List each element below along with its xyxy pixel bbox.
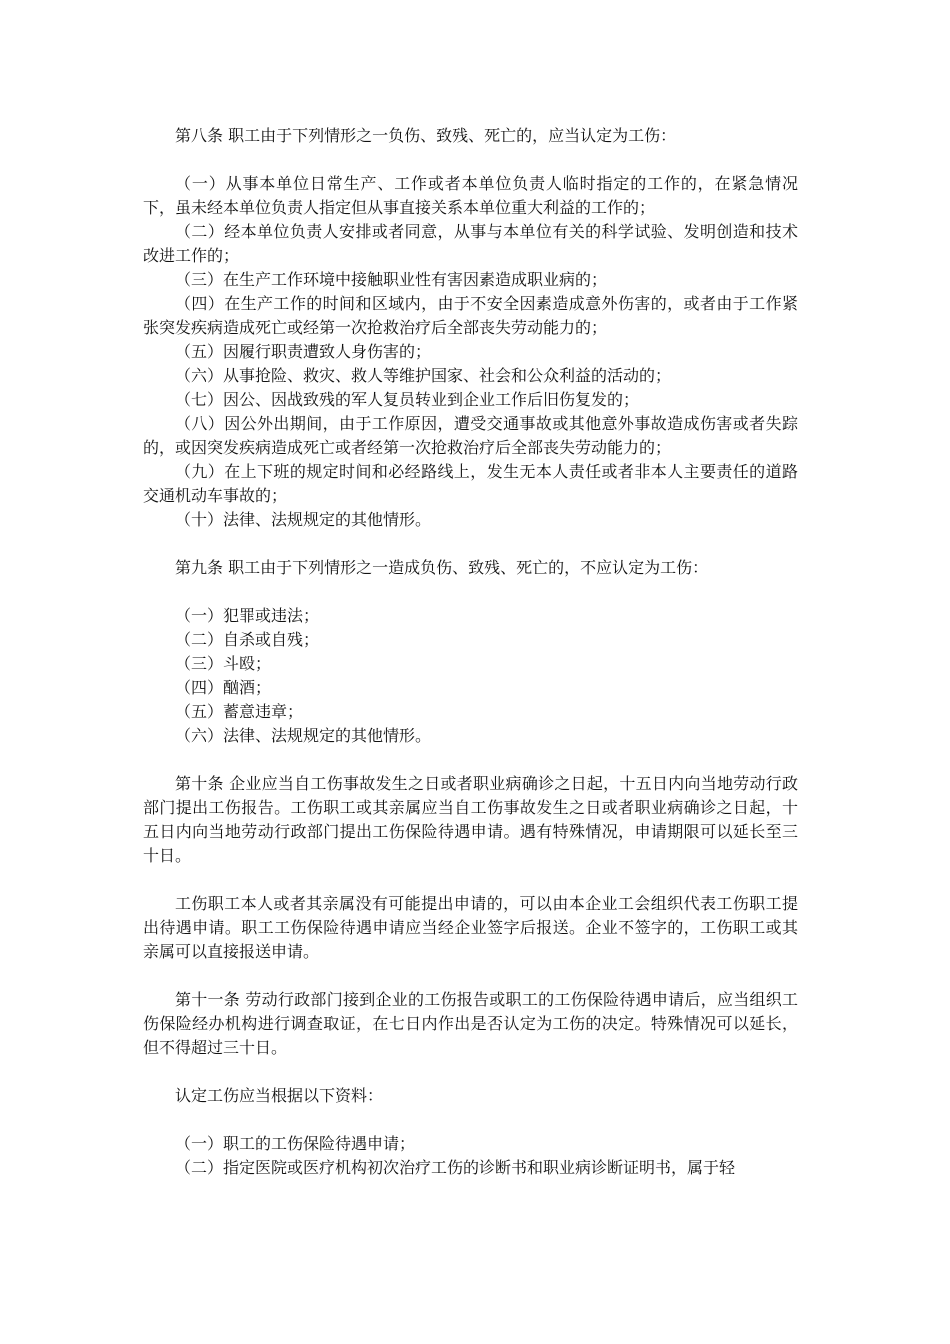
paragraph-spacer [143,868,798,892]
paragraph-spacer [143,964,798,988]
paragraph: （四）酗酒； [175,678,272,697]
paragraph: 第八条 职工由于下列情形之一负伤、致残、死亡的，应当认定为工伤： [175,126,677,145]
paragraph: （七）因公、因战致残的军人复员转业到企业工作后旧伤复发的； [175,390,640,409]
paragraph: （十）法律、法规规定的其他情形。 [175,510,432,529]
paragraph-spacer [143,580,798,604]
paragraph: （六）从事抢险、救灾、救人等维护国家、社会和公众利益的活动的； [175,366,672,385]
paragraph: （一）职工的工伤保险待遇申请； [175,1134,416,1153]
paragraph: （一）犯罪或违法； [175,606,320,625]
paragraph: （九）在上下班的规定时间和必经路线上，发生无本人责任或者非本人主要责任的道路交通机动车事故的； [143,462,798,505]
document-body [143,124,798,1180]
paragraph: （三）斗殴； [175,654,272,673]
paragraph-spacer [143,1108,798,1132]
paragraph: （二）自杀或自残； [175,630,320,649]
paragraph: （五）蓄意违章； [175,702,304,721]
paragraph: 第十一条 劳动行政部门接到企业的工伤报告或职工的工伤保险待遇申请后，应当组织工伤保险经办机构进行调查取证，在七日内作出是否认定为工伤的决定。特殊情况可以延长，但不得超过三十日。 [143,990,798,1057]
paragraph: （一）从事本单位日常生产、工作或者本单位负责人临时指定的工作的，在紧急情况下，虽未经本单位负责人指定但从事直接关系本单位重大利益的工作的； [143,174,798,217]
paragraph: （二）经本单位负责人安排或者同意，从事与本单位有关的科学试验、发明创造和技术改进工作的； [143,222,798,265]
paragraph-spacer [143,532,798,556]
paragraph: （六）法律、法规规定的其他情形。 [175,726,432,745]
paragraph: （八）因公外出期间，由于工作原因，遭受交通事故或其他意外事故造成伤害或者失踪的，或因突发疾病造成死亡或者经第一次抢救治疗后全部丧失劳动能力的； [143,414,798,457]
paragraph: （五）因履行职责遭致人身伤害的； [175,342,432,361]
paragraph: （三）在生产工作环境中接触职业性有害因素造成职业病的； [175,270,608,289]
paragraph-spacer [143,1060,798,1084]
paragraph: 第九条 职工由于下列情形之一造成负伤、致残、死亡的，不应认定为工伤： [175,558,709,577]
paragraph-spacer [143,748,798,772]
paragraph: （二）指定医院或医疗机构初次治疗工伤的诊断书和职业病诊断证明书，属于轻 [175,1158,736,1177]
paragraph: （四）在生产工作的时间和区域内，由于不安全因素造成意外伤害的，或者由于工作紧张突发疾病造成死亡或经第一次抢救治疗后全部丧失劳动能力的； [143,294,798,337]
paragraph: 第十条 企业应当自工伤事故发生之日或者职业病确诊之日起，十五日内向当地劳动行政部门提出工伤报告。工伤职工或其亲属应当自工伤事故发生之日或者职业病确诊之日起，十五日内向当地劳动行政部门提出工伤保险待遇申请。遇有特殊情况，申请期限可以延长至三十日。 [143,774,798,865]
paragraph: 工伤职工本人或者其亲属没有可能提出申请的，可以由本企业工会组织代表工伤职工提出待遇申请。职工工伤保险待遇申请应当经企业签字后报送。企业不签字的，工伤职工或其亲属可以直接报送申请。 [143,894,798,961]
paragraph: 认定工伤应当根据以下资料： [175,1086,384,1105]
paragraph-spacer [143,148,798,172]
